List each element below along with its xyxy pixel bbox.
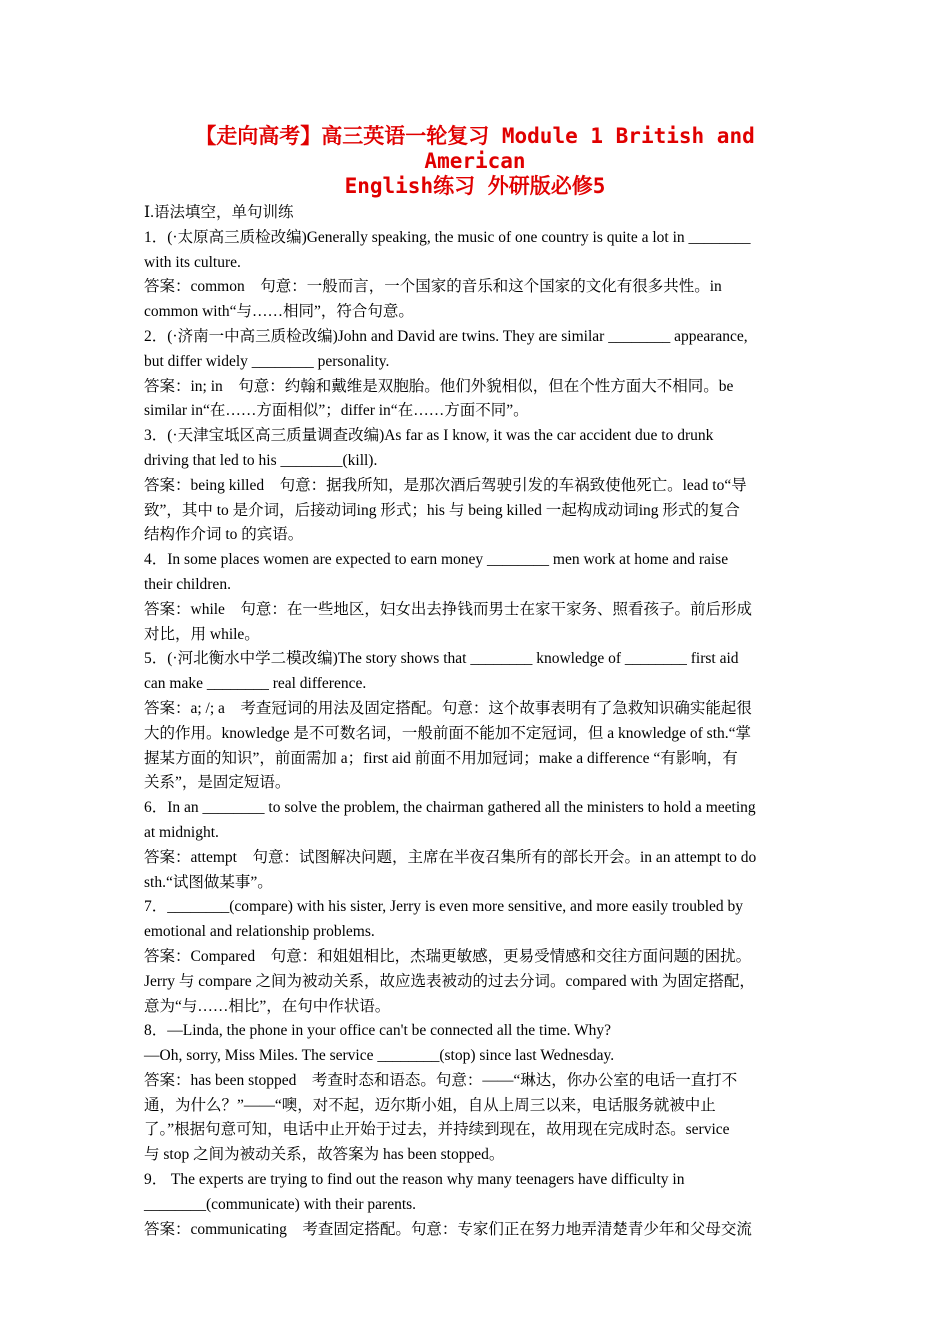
text-line: but differ widely ________ personality. <box>144 352 390 370</box>
answer-line: 答案：being killed 句意：据我所知，是那次酒后驾驶引发的车祸致使他死亡。lead to“导 <box>144 476 747 494</box>
text-line: ________(communicate) with their parents. <box>144 1195 417 1213</box>
text-line: 与 stop 之间为被动关系，故答案为 has been stopped。 <box>144 1146 505 1164</box>
text-line: 通，为什么？”——“噢，对不起，迈尔斯小姐，自从上周三以来，电话服务就被中止 <box>144 1096 716 1114</box>
answer-line: 答案：a; /; a 考查冠词的用法及固定搭配。句意：这个故事表明有了急救知识确实能起很 <box>144 699 752 717</box>
text-line: 3．(·天津宝坻区高三质量调查改编)As far as I know, it was the car accident due to drunk <box>144 427 714 445</box>
text-line: emotional and relationship problems. <box>144 923 375 941</box>
text-line: 5．(·河北衡水中学二模改编)The story shows that ________ knowledge of ________ first aid <box>144 650 739 668</box>
text-line: their children. <box>144 575 231 593</box>
document-title <box>144 124 806 199</box>
text-line: driving that led to his ________(kill). <box>144 451 378 469</box>
document-page <box>144 124 806 1242</box>
text-line: 致”，其中 to 是介词，后接动词ing 形式；his 与 being killed 一起构成动词ing 形式的复合 <box>144 501 740 519</box>
text-line: Jerry 与 compare 之间为被动关系，故应选表被动的过去分词。compared with 为固定搭配， <box>144 972 755 990</box>
answer-line: 答案：common 句意：一般而言，一个国家的音乐和这个国家的文化有很多共性。in <box>144 278 722 296</box>
answer-line: 答案：communicating 考查固定搭配。句意：专家们正在努力地弄清楚青少年和父母交流 <box>144 1220 752 1238</box>
text-line: 大的作用。knowledge 是不可数名词，一般前面不能加不定冠词，但 a knowledge of sth.“掌 <box>144 724 752 742</box>
answer-line: 答案：Compared 句意：和姐姐相比，杰瑞更敏感，更易受情感和交往方面问题的困扰。 <box>144 947 752 965</box>
exercise-body <box>144 226 806 1243</box>
section-heading: Ⅰ.语法填空，单句训练 <box>144 204 294 221</box>
text-line: 对比，用 while。 <box>144 625 260 643</box>
text-line: 结构作介词 to 的宾语。 <box>144 526 304 544</box>
text-line: 7．________(compare) with his sister, Jerry is even more sensitive, and more easily troubled by <box>144 898 744 916</box>
text-line: 握某方面的知识”，前面需加 a；first aid 前面不用加冠词；make a difference “有影响，有 <box>144 749 738 767</box>
text-line: 9． The experts are trying to find out the reason why many teenagers have difficulty in <box>144 1171 685 1189</box>
text-line: sth.“试图做某事”。 <box>144 873 273 891</box>
text-line: with its culture. <box>144 253 241 271</box>
answer-line: 答案：has been stopped 考查时态和语态。句意：——“琳达，你办公室的电话一直打不 <box>144 1071 738 1089</box>
text-line: common with“与……相同”，符合句意。 <box>144 303 414 321</box>
text-line: 意为“与……相比”，在句中作状语。 <box>144 997 391 1015</box>
text-line: 2．(·济南一中高三质检改编)John and David are twins. They are similar ________ appearance, <box>144 327 748 345</box>
text-line: 8．—Linda, the phone in your office can't be connected all the time. Why? <box>144 1022 612 1040</box>
text-line: —Oh, sorry, Miss Miles. The service ________(stop) since last Wednesday. <box>144 1047 615 1065</box>
answer-line: 答案：while 句意：在一些地区，妇女出去挣钱而男士在家干家务、照看孩子。前后形成 <box>144 600 752 618</box>
title-line-1: 【走向高考】高三英语一轮复习 Module 1 British and American <box>195 124 755 173</box>
answer-line: 答案：in; in 句意：约翰和戴维是双胞胎。他们外貌相似，但在个性方面大不相同。be <box>144 377 734 395</box>
text-line: can make ________ real difference. <box>144 675 367 693</box>
text-line: similar in“在……方面相似”；differ in“在……方面不同”。 <box>144 402 529 420</box>
text-line: 6．In an ________ to solve the problem, the chairman gathered all the ministers to hold a meeting <box>144 799 756 817</box>
text-line: 关系”，是固定短语。 <box>144 774 291 792</box>
text-line: 了。”根据句意可知，电话中止开始于过去，并持续到现在，故用现在完成时态。service <box>144 1121 730 1139</box>
text-line: 4．In some places women are expected to earn money ________ men work at home and raise <box>144 551 729 569</box>
text-line: 1．(·太原高三质检改编)Generally speaking, the music of one country is quite a lot in ________ <box>144 228 751 246</box>
title-line-2: English练习 外研版必修5 <box>344 174 606 198</box>
text-line: at midnight. <box>144 823 219 841</box>
answer-line: 答案：attempt 句意：试图解决问题，主席在半夜召集所有的部长开会。in an attempt to do <box>144 848 757 866</box>
